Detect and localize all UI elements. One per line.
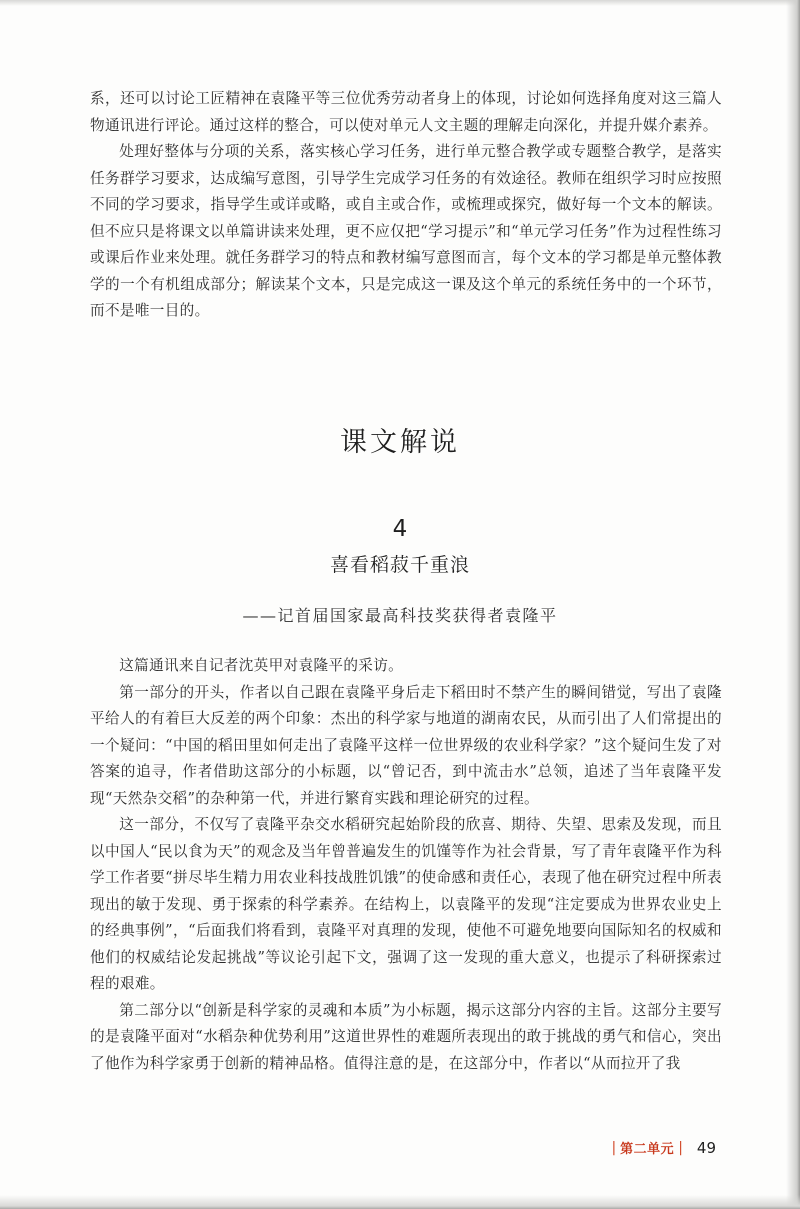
- lower-text-block: [90, 653, 722, 1077]
- scan-edge-bottom: [0, 1195, 800, 1209]
- paragraph: 这篇通讯来自记者沈英甲对袁隆平的采访。: [119, 657, 404, 674]
- paragraph: 这一部分，不仅写了袁隆平杂交水稻研究起始阶段的欣喜、期待、失望、思索及发现，而且以中国人“民以食为天”的观念及当年曾普遍发生的饥馑等作为社会背景，写了青年袁隆平作为科学工作者要“拼尽毕生精力用农业科技战胜饥饿”的使命感和责任心，表现了他在研究过程中所表现出的敏于发现、勇于探索的科学素养。在结构上，以袁隆平的发现“注定要成为世界农业史上的经典事例”，“后面我们将看到，袁隆平对真理的发现，使他不可避免地要向国际知名的权威和他们的权威结论发起挑战”等议论引起下文，强调了这一发现的重大意义，也提示了科研探索过程的艰难。: [90, 816, 722, 992]
- paragraph: 处理好整体与分项的关系，落实核心学习任务，进行单元整合教学或专题整合教学，是落实任务群学习要求，达成编写意图，引导学生完成学习任务的有效途径。教师在组织学习时应按照不同的学习要求，指导学生或详或略，或自主或合作，或梳理或探究，做好每一个文本的解读。但不应只是将课文以单篇讲读来处理，更不应仅把“学习提示”和“单元学习任务”作为过程性练习或课后作业来处理。就任务群学习的特点和教材编写意图而言，每个文本的学习都是单元整体教学的一个有机组成部分；解读某个文本，只是完成这一课及这个单元的系统任务中的一个环节，而不是唯一目的。: [90, 143, 722, 319]
- paragraph-continued: 系，还可以讨论工匠精神在袁隆平等三位优秀劳动者身上的体现，讨论如何选择角度对这三篇人物通讯进行评论。通过这样的整合，可以使对单元人文主题的理解走向深化，并提升媒介素养。: [90, 90, 722, 134]
- lesson-number: 4: [392, 516, 408, 542]
- lesson-subtitle: ——记首届国家最高科技奖获得者袁隆平: [242, 606, 558, 625]
- scan-edge-top: [0, 0, 800, 6]
- section-heading: 课文解说: [340, 427, 460, 458]
- page-footer: [607, 1138, 716, 1157]
- page-number: 49: [696, 1138, 716, 1157]
- footer-divider-right: |: [678, 1139, 683, 1156]
- top-text-block: [90, 86, 722, 325]
- lesson-title: 喜看稻菽千重浪: [329, 554, 470, 576]
- footer-divider-left: |: [611, 1139, 617, 1156]
- unit-label: 第二单元: [620, 1142, 675, 1157]
- paragraph: 第一部分的开头，作者以自己跟在袁隆平身后走下稻田时不禁产生的瞬间错觉，写出了袁隆平给人的有着巨大反差的两个印象：杰出的科学家与地道的湖南农民，从而引出了人们常提出的一个疑问：“中国的稻田里如何走出了袁隆平这样一位世界级的农业科学家？”这个疑问生发了对答案的追寻，作者借助这部分的小标题，以“曾记否，到中流击水”总领，追述了当年袁隆平发现“天然杂交稻”的杂种第一代，并进行繁育实践和理论研究的过程。: [90, 683, 722, 807]
- paragraph: 第二部分以“创新是科学家的灵魂和本质”为小标题，揭示这部分内容的主旨。这部分主要写的是袁隆平面对“水稻杂种优势利用”这道世界性的难题所表现出的敢于挑战的勇气和信心，突出了他作为科学家勇于创新的精神品格。值得注意的是，在这部分中，作者以“从而拉开了我: [90, 1001, 722, 1072]
